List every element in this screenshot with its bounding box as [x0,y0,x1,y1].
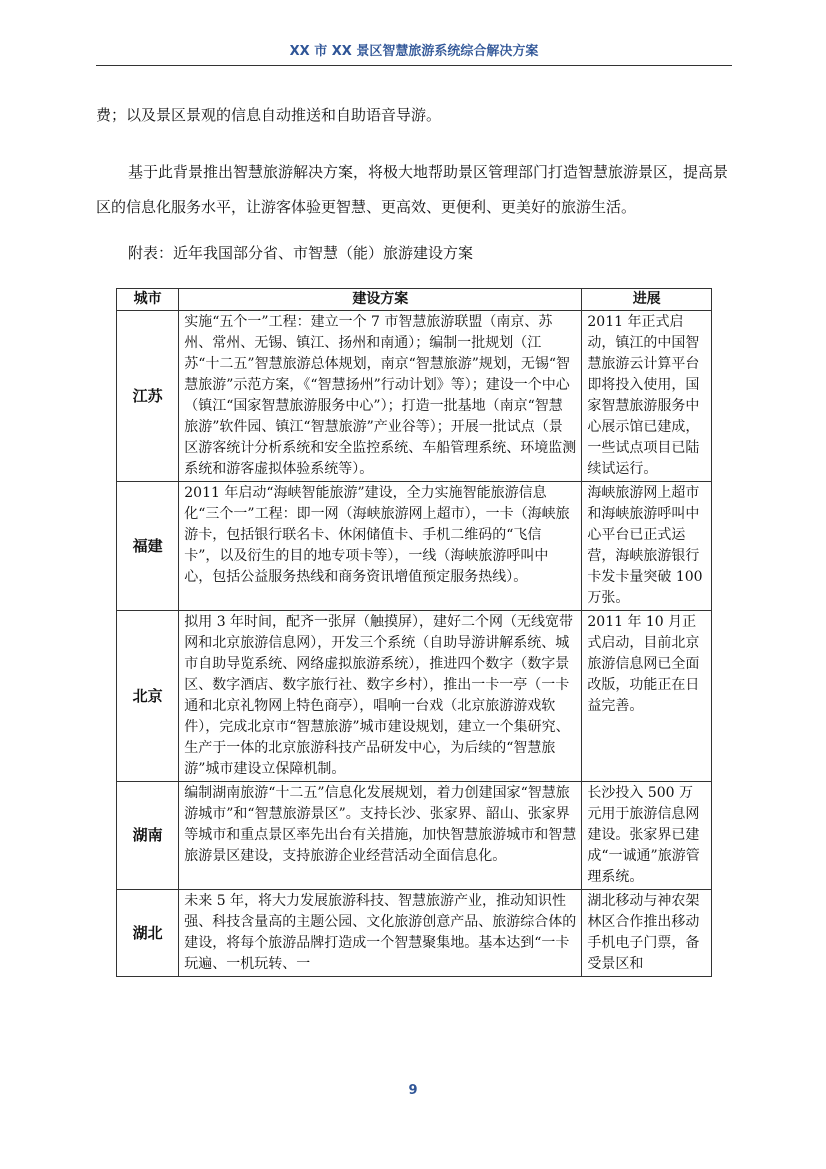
plan-cell: 未来 5 年，将大力发展旅游科技、智慧旅游产业，推动知识性强、科技含量高的主题公园、文化旅游创意产品、旅游综合体的建设，将每个旅游品牌打造成一个智慧聚集地。基本达到“一卡玩遍、一机玩转、一 [179,890,582,977]
progress-cell: 2011 年 10 月正式启动，目前北京旅游信息网已全面改版，功能正在日益完善。 [582,611,712,782]
header-city: 城市 [117,289,179,311]
page-number: 9 [408,1083,418,1098]
table-header-row [117,289,712,311]
page-header: XX 市 XX 景区智慧旅游系统综合解决方案 [96,40,732,66]
progress-cell: 湖北移动与神农架林区合作推出移动手机电子门票，备受景区和 [582,890,712,977]
plan-cell: 编制湖南旅游“十二五”信息化发展规划，着力创建国家“智慧旅游城市”和“智慧旅游景区”。支持长沙、张家界、韶山、张家界等城市和重点景区率先出台有关措施，加快智慧旅游城市和智慧旅游景区建设，支持旅游企业经营活动全面信息化。 [179,782,582,890]
city-cell: 北京 [117,611,179,782]
plan-cell: 2011 年启动“海峡智能旅游”建设，全力实施智能旅游信息化“三个一”工程：即一网（海峡旅游网上超市），一卡（海峡旅游卡，包括银行联名卡、休闲储值卡、手机二维码的“飞信卡”，以及衍生的目的地专项卡等），一线（海峡旅游呼叫中心，包括公益服务热线和商务资讯增值预定服务热线）。 [179,482,582,611]
progress-cell: 海峡旅游网上超市和海峡旅游呼叫中心平台已正式运营，海峡旅游银行卡发卡量突破 100 万张。 [582,482,712,611]
table-row [117,311,712,482]
smart-tourism-table [116,288,712,977]
table-row [117,611,712,782]
body-paragraph-2: 基于此背景推出智慧旅游解决方案，将极大地帮助景区管理部门打造智慧旅游景区，提高景区的信息化服务水平，让游客体验更智慧、更高效、更便利、更美好的旅游生活。 [96,163,729,216]
plan-cell: 拟用 3 年时间，配齐一张屏（触摸屏），建好二个网（无线宽带网和北京旅游信息网），开发三个系统（自助导游讲解系统、城市自助导览系统、网络虚拟旅游系统），推进四个数字（数字景区、数字酒店、数字旅行社、数字乡村），推出一卡一亭（一卡通和北京礼物网上特色商亭），唱响一台戏（北京旅游游戏软件），完成北京市“智慧旅游”城市建设规划，建立一个集研究、生产于一体的北京旅游科技产品研发中心，为后续的“智慧旅游”城市建设立保障机制。 [179,611,582,782]
city-cell: 福建 [117,482,179,611]
table-caption: 附表：近年我国部分省、市智慧（能）旅游建设方案 [128,244,474,262]
header-plan: 建设方案 [179,289,582,311]
city-cell: 湖北 [117,890,179,977]
progress-cell: 长沙投入 500 万元用于旅游信息网建设。张家界已建成“一诚通”旅游管理系统。 [582,782,712,890]
header-progress: 进展 [582,289,712,311]
table-row [117,782,712,890]
city-cell: 湖南 [117,782,179,890]
plan-cell: 实施“五个一”工程：建立一个 7 市智慧旅游联盟（南京、苏州、常州、无锡、镇江、扬州和南通）；编制一批规划（江苏“十二五”智慧旅游总体规划，南京“智慧旅游”规划，无锡“智慧旅游”示范方案，《“智慧扬州”行动计划》等）；建设一个中心（镇江“国家智慧旅游服务中心”）；打造一批基地（南京“智慧旅游”软件园、镇江“智慧旅游”产业谷等）；开展一批试点（景区游客统计分析系统和安全监控系统、车船管理系统、环境监测系统和游客虚拟体验系统等）。 [179,311,582,482]
table-row [117,890,712,977]
city-cell: 江苏 [117,311,179,482]
progress-cell: 2011 年正式启动，镇江的中国智慧旅游云计算平台即将投入使用，国家智慧旅游服务中心展示馆已建成，一些试点项目已陆续试运行。 [582,311,712,482]
body-paragraph-1: 费；以及景区景观的信息自动推送和自助语音导游。 [96,106,442,124]
table-row [117,482,712,611]
